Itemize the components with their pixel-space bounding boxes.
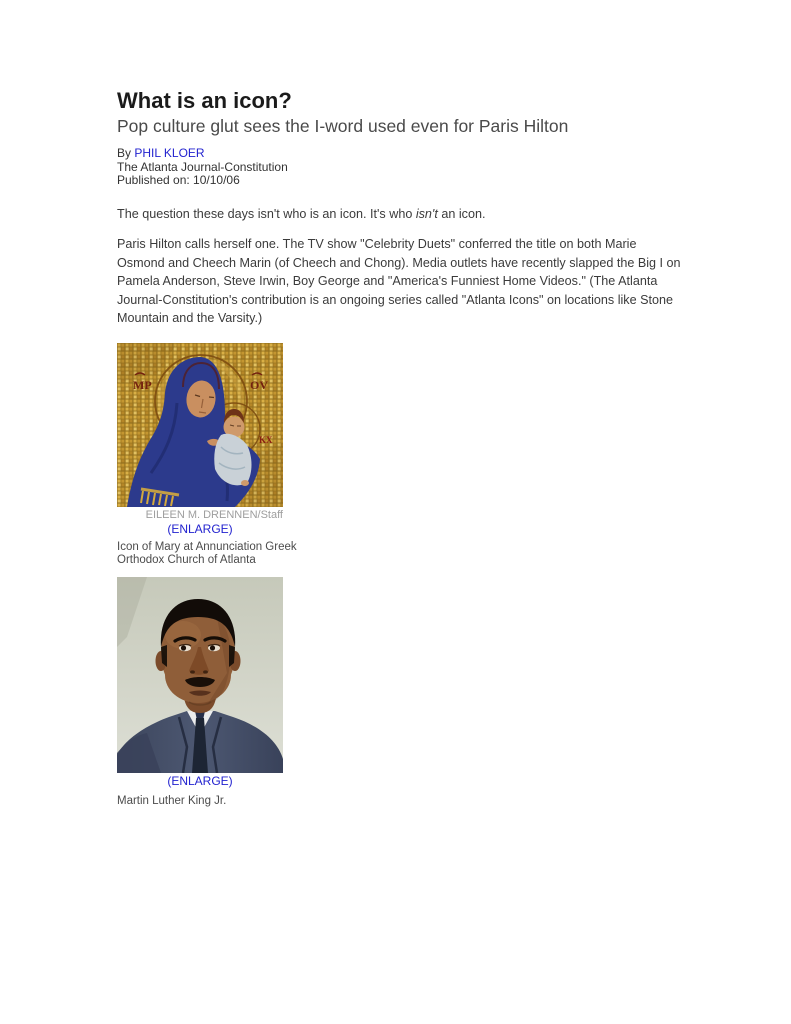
byline-block (117, 147, 683, 188)
byline-prefix: By (117, 146, 135, 160)
paragraph-2: Paris Hilton calls herself one. The TV show "Celebrity Duets" conferred the title on both Marie Osmond and Cheech Marin (of Cheech and Chong). Media outlets have recently slapped the Big I on Pamela Anderson, Steve Irwin, Boy George and "America's Funniest Home Videos." (The Atlanta Journal-Constitution's contribution is an ongoing series called "Atlanta Icons" on locations like Stone Mountain and the Varsity.) (117, 237, 681, 326)
article-subtitle: Pop culture glut sees the I-word used even for Paris Hilton (117, 116, 569, 136)
paragraph-1 (117, 205, 683, 224)
enlarge-link-mary[interactable]: (ENLARGE) (167, 522, 233, 537)
svg-text:ΚΧ: ΚΧ (259, 435, 273, 446)
enlarge-row (117, 775, 283, 787)
svg-text:OV: OV (250, 378, 268, 393)
figure-mlk (117, 577, 283, 808)
author-link[interactable]: PHIL KLOER (134, 146, 205, 160)
figure-mary (117, 343, 297, 567)
svg-text:MP: MP (133, 378, 152, 393)
publication-name: The Atlanta Journal-Constitution (117, 159, 288, 174)
mary-mosaic-image (117, 343, 283, 507)
enlarge-row (117, 523, 283, 535)
paragraph-1-italic: isn't (415, 206, 438, 221)
published-date: Published on: 10/10/06 (117, 173, 240, 187)
article-title: What is an icon? (117, 88, 292, 113)
paragraph-1-text-end: an icon. (437, 206, 486, 221)
paragraph-1-text: The question these days isn't who is an icon. It's who (117, 206, 416, 221)
caption-mlk: Martin Luther King Jr. (117, 795, 227, 808)
photo-credit: EILEEN M. DRENNEN/Staff (145, 509, 283, 522)
caption-mary (117, 541, 307, 567)
caption-mary-line2: Orthodox Church of Atlanta (117, 554, 256, 567)
caption-mary-line1: Icon of Mary at Annunciation Greek (117, 541, 297, 554)
mlk-portrait-image (117, 577, 283, 773)
article-content (117, 0, 683, 808)
enlarge-link-mlk[interactable]: (ENLARGE) (167, 774, 233, 789)
byline-author-row (117, 147, 683, 161)
